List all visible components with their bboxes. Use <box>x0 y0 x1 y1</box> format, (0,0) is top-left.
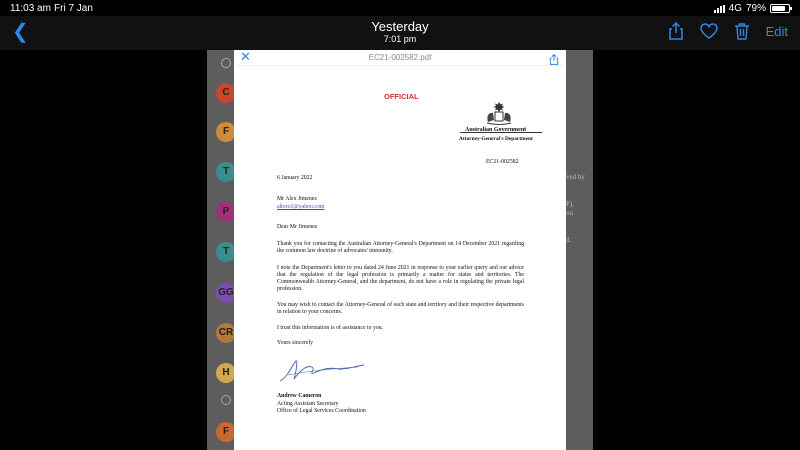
government-name: Australian Government <box>465 127 527 133</box>
avatar: C <box>216 83 236 103</box>
radio-icon <box>221 395 231 405</box>
reference-number: EC21-002582 <box>486 159 519 165</box>
nav-title: Yesterday <box>371 19 429 34</box>
share-icon[interactable] <box>549 52 559 70</box>
back-chevron-icon[interactable]: ❮ <box>12 21 29 43</box>
background-text-fragment: ou <box>566 209 573 217</box>
signer-office: Office of Legal Services Coordination <box>277 408 366 414</box>
avatar: F <box>216 122 236 142</box>
avatar: T <box>216 162 236 182</box>
radio-icon <box>221 58 231 68</box>
salutation: Dear Mr Jimenez <box>277 224 318 230</box>
signature-image <box>278 355 378 385</box>
avatar: CR <box>216 323 236 343</box>
pdf-viewer <box>234 50 566 450</box>
avatar: T <box>216 242 236 262</box>
pdf-filename: EC21-002582.pdf <box>368 53 432 62</box>
status-date: Fri 7 Jan <box>54 3 93 14</box>
paragraph: I trust this information is of assistance to you. <box>277 325 384 331</box>
paragraph: I note the Department's letter to you dated 24 June 2021 in response to your earlier query and our advice that the regulation of the legal profession is primarily a matter for states and territories. The Commonwealth Attorney-General, and the department, do not have a role in regulating the private legal profession. <box>277 265 524 292</box>
signal-icon <box>714 5 725 13</box>
battery-percent: 79% <box>745 3 766 14</box>
nav-subtitle: 7:01 pm <box>383 34 417 44</box>
avatar: H <box>216 363 236 383</box>
avatar: P <box>216 202 236 222</box>
recipient-name: Mr Alex Jimenez <box>277 196 317 202</box>
paragraph: You may wish to contact the Attorney-General of each state and territory and their respective departments in relation to your concerns. <box>277 302 524 315</box>
coat-of-arms-icon <box>482 100 516 126</box>
share-icon[interactable] <box>668 22 684 40</box>
recipient-email[interactable]: altoro1@yahoo.com <box>277 204 325 210</box>
letter-date: 6 January 2022 <box>277 175 313 181</box>
avatar: GG <box>216 283 236 303</box>
pdf-toolbar <box>234 50 566 66</box>
status-bar <box>0 0 800 16</box>
status-indicators <box>714 3 790 14</box>
letterhead-divider <box>460 132 542 133</box>
avatar: F <box>216 422 236 442</box>
closing: Yours sincerely <box>277 340 313 346</box>
background-text-fragment: ved by <box>566 173 585 181</box>
edit-button[interactable]: Edit <box>765 23 788 39</box>
battery-fill <box>772 6 785 11</box>
signer-name: Andrew Cameron <box>277 393 322 399</box>
background-text-fragment: F), <box>566 200 574 208</box>
status-time: 11:03 am <box>10 3 51 14</box>
signer-title: Acting Assistant Secretary <box>277 401 339 407</box>
close-icon[interactable]: ✕ <box>240 49 251 64</box>
heart-icon[interactable] <box>700 23 718 39</box>
network-label: 4G <box>728 3 742 14</box>
nav-actions <box>668 22 788 40</box>
paragraph: Thank you for contacting the Australian Attorney-General's Department on 14 December 2021 regarding the common law doctrine of advocates' immunity. <box>277 241 524 254</box>
nav-bar <box>0 16 800 50</box>
classification-label: OFFICIAL <box>384 92 419 101</box>
trash-icon[interactable] <box>734 22 750 40</box>
battery-icon <box>770 4 790 13</box>
department-name: Attorney-General's Department <box>459 136 533 142</box>
background-text-fragment: d. <box>566 236 572 244</box>
